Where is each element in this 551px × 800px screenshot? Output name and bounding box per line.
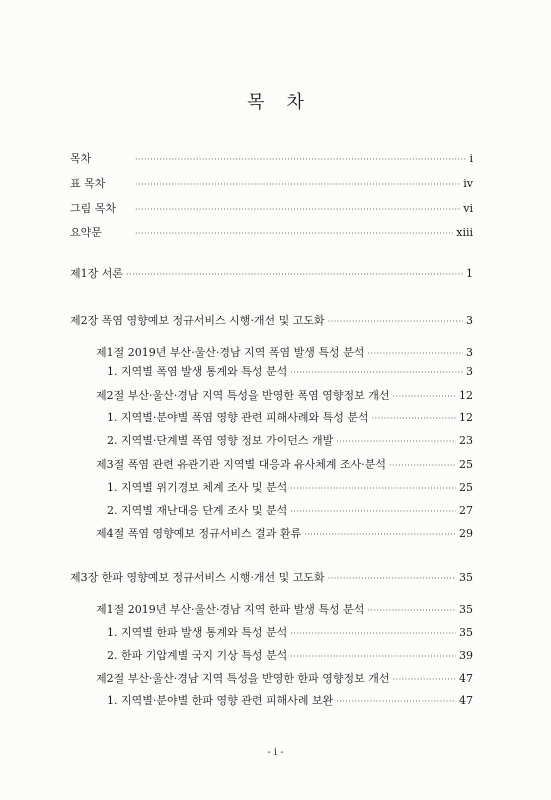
toc-entry-label: 제3절 폭염 관련 유관기관 지역별 대응과 유사체계 조사·분석 xyxy=(96,458,386,471)
dot-leader xyxy=(290,366,463,380)
toc-entry-page: iv xyxy=(463,177,473,190)
toc-chapter-entry[interactable] xyxy=(70,267,473,281)
dot-leader xyxy=(135,153,466,167)
toc-entry-label: 제1절 2019년 부산·울산·경남 지역 폭염 발생 특성 분석 xyxy=(96,346,365,359)
dot-leader xyxy=(393,390,457,404)
toc-entry-page: 27 xyxy=(459,504,473,517)
dot-leader xyxy=(372,412,456,426)
toc-entry-page: xiii xyxy=(456,226,473,239)
toc-entry-label: 제3장 한파 영향예보 정규서비스 시행·개선 및 고도화 xyxy=(70,571,325,584)
toc-entry-page: 3 xyxy=(466,346,473,359)
dot-leader xyxy=(328,315,463,329)
dot-leader xyxy=(126,268,463,282)
toc-subsection-entry[interactable] xyxy=(107,365,473,379)
toc-entry-page: 39 xyxy=(459,649,473,662)
toc-entry-page: i xyxy=(469,152,473,165)
dot-leader xyxy=(135,227,453,241)
toc-front-entry[interactable] xyxy=(70,226,473,240)
toc-section-entry[interactable] xyxy=(96,603,473,617)
toc-entry-page: 1 xyxy=(466,267,473,280)
toc-entry-label: 제1장 서론 xyxy=(70,267,123,280)
toc-entry-page: 47 xyxy=(459,694,473,707)
toc-entry-page: 35 xyxy=(459,571,473,584)
dot-leader xyxy=(304,528,456,542)
toc-entry-label: 2. 지역별 재난대응 단계 조사 및 분석 xyxy=(107,504,288,517)
toc-subsection-entry[interactable] xyxy=(107,434,473,448)
dot-leader xyxy=(393,673,457,687)
dot-leader xyxy=(336,695,456,709)
dot-leader xyxy=(290,627,456,641)
dot-leader xyxy=(367,604,456,618)
page-number-footer: - i - xyxy=(267,747,284,758)
toc-section-entry[interactable] xyxy=(96,458,473,472)
toc-entry-page: 12 xyxy=(459,389,473,402)
toc-subsection-entry[interactable] xyxy=(107,626,473,640)
toc-entry-label: 1. 지역별·분야별 폭염 영향 관련 피해사례와 특성 분석 xyxy=(107,411,369,424)
toc-subsection-entry[interactable] xyxy=(107,481,473,495)
toc-entry-page: 23 xyxy=(459,434,473,447)
toc-entry-label: 표 목차 xyxy=(70,177,106,190)
dot-leader xyxy=(135,178,460,192)
toc-entry-page: 3 xyxy=(466,314,473,327)
toc-entry-label: 1. 지역별 위기경보 체계 조사 및 분석 xyxy=(107,481,288,494)
dot-leader xyxy=(336,435,456,449)
toc-chapter-entry[interactable] xyxy=(70,571,473,585)
toc-front-entry[interactable] xyxy=(70,177,473,191)
toc-entry-label: 제1절 2019년 부산·울산·경남 지역 한파 발생 특성 분석 xyxy=(96,603,365,616)
toc-entry-label: 목차 xyxy=(70,152,92,165)
dot-leader xyxy=(135,203,460,217)
toc-front-entry[interactable] xyxy=(70,202,473,216)
toc-front-entry[interactable] xyxy=(70,152,473,166)
toc-entry-page: 3 xyxy=(466,365,473,378)
toc-subsection-entry[interactable] xyxy=(107,694,473,708)
toc-section-entry[interactable] xyxy=(96,389,473,403)
toc-section-entry[interactable] xyxy=(96,346,473,360)
dot-leader xyxy=(290,482,456,496)
toc-entry-page: 29 xyxy=(459,527,473,540)
toc-entry-page: 25 xyxy=(459,481,473,494)
dot-leader xyxy=(367,347,463,361)
toc-entry-label: 제2절 부산·울산·경남 지역 특성을 반영한 한파 영향정보 개선 xyxy=(96,672,390,685)
page-title: 목차 xyxy=(247,92,326,113)
toc-entry-label: 2. 지역별·단계별 폭염 영향 정보 가이던스 개발 xyxy=(107,434,334,447)
toc-section-entry[interactable] xyxy=(96,672,473,686)
toc-entry-label: 제2절 부산·울산·경남 지역 특성을 반영한 폭염 영향정보 개선 xyxy=(96,389,390,402)
toc-entry-label: 제2장 폭염 영향예보 정규서비스 시행·개선 및 고도화 xyxy=(70,314,325,327)
toc-entry-label: 제4절 폭염 영향예보 정규서비스 결과 환류 xyxy=(96,527,302,540)
toc-entry-page: 25 xyxy=(459,458,473,471)
toc-entry-label: 1. 지역별 한파 발생 통계와 특성 분석 xyxy=(107,626,288,639)
toc-subsection-entry[interactable] xyxy=(107,411,473,425)
toc-entry-page: 35 xyxy=(459,626,473,639)
toc-chapter-entry[interactable] xyxy=(70,314,473,328)
dot-leader xyxy=(389,459,456,473)
toc-section-entry[interactable] xyxy=(96,527,473,541)
toc-entry-page: 35 xyxy=(459,603,473,616)
dot-leader xyxy=(290,505,456,519)
toc-subsection-entry[interactable] xyxy=(107,649,473,663)
toc-entry-page: 47 xyxy=(459,672,473,685)
toc-entry-label: 그림 목차 xyxy=(70,202,117,215)
toc-entry-page: vi xyxy=(463,202,473,215)
toc-entry-label: 2. 한파 기압계별 국지 기상 특성 분석 xyxy=(107,649,288,662)
toc-entry-label: 요약문 xyxy=(70,226,102,239)
toc-entry-label: 1. 지역별 폭염 발생 통계와 특성 분석 xyxy=(107,365,288,378)
dot-leader xyxy=(290,650,456,664)
dot-leader xyxy=(328,572,456,586)
toc-subsection-entry[interactable] xyxy=(107,504,473,518)
toc-entry-page: 12 xyxy=(459,411,473,424)
toc-entry-label: 1. 지역별·분야별 한파 영향 관련 피해사례 보완 xyxy=(107,694,334,707)
